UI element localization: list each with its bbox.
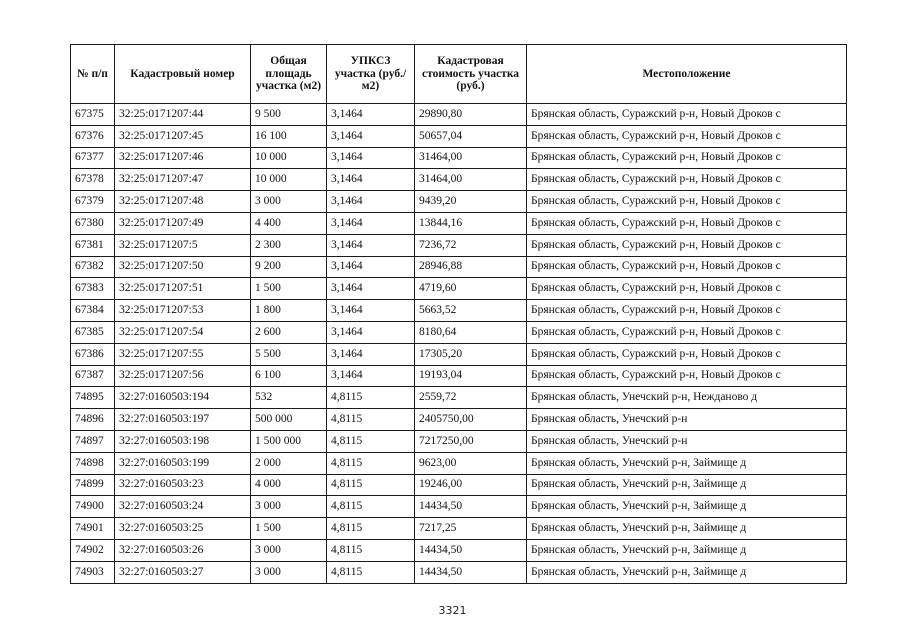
table-body (71, 104, 847, 584)
cell-num: 67385 (71, 321, 115, 343)
header-area: Общая площадь участка (м2) (251, 45, 327, 104)
cell-num: 67381 (71, 234, 115, 256)
cell-num: 74901 (71, 518, 115, 540)
cell-area: 6 100 (251, 365, 327, 387)
cell-cadastral-cost: 31464,00 (415, 147, 527, 169)
cell-cadastral-number: 32:25:0171207:5 (115, 234, 251, 256)
header-num: № п/п (71, 45, 115, 104)
cell-location: Брянская область, Суражский р-н, Новый Дроков с (527, 125, 847, 147)
cell-location: Брянская область, Суражский р-н, Новый Дроков с (527, 256, 847, 278)
cell-upks: 3,1464 (327, 125, 415, 147)
table-row (71, 256, 847, 278)
table-row (71, 278, 847, 300)
table-row (71, 452, 847, 474)
cell-upks: 3,1464 (327, 234, 415, 256)
cell-upks: 4,8115 (327, 387, 415, 409)
cell-num: 67379 (71, 191, 115, 213)
cell-cadastral-number: 32:25:0171207:56 (115, 365, 251, 387)
cell-cadastral-cost: 31464,00 (415, 169, 527, 191)
cell-area: 10 000 (251, 169, 327, 191)
cell-num: 67384 (71, 300, 115, 322)
cadastral-table (70, 44, 847, 584)
cell-area: 9 500 (251, 104, 327, 126)
cell-cadastral-number: 32:25:0171207:46 (115, 147, 251, 169)
cell-area: 3 000 (251, 539, 327, 561)
table-row (71, 518, 847, 540)
cell-upks: 4,8115 (327, 539, 415, 561)
cell-upks: 3,1464 (327, 300, 415, 322)
table-row (71, 234, 847, 256)
cell-area: 2 000 (251, 452, 327, 474)
cell-cadastral-cost: 50657,04 (415, 125, 527, 147)
cell-num: 67387 (71, 365, 115, 387)
cell-cadastral-number: 32:27:0160503:194 (115, 387, 251, 409)
cell-area: 2 600 (251, 321, 327, 343)
cell-location: Брянская область, Суражский р-н, Новый Дроков с (527, 300, 847, 322)
cell-cadastral-number: 32:25:0171207:55 (115, 343, 251, 365)
table-row (71, 430, 847, 452)
cell-cadastral-cost: 19246,00 (415, 474, 527, 496)
cell-num: 74898 (71, 452, 115, 474)
cell-cadastral-number: 32:25:0171207:44 (115, 104, 251, 126)
cell-num: 67383 (71, 278, 115, 300)
cell-cadastral-number: 32:27:0160503:25 (115, 518, 251, 540)
cell-location: Брянская область, Суражский р-н, Новый Дроков с (527, 343, 847, 365)
cell-upks: 4,8115 (327, 496, 415, 518)
cell-location: Брянская область, Унечский р-н (527, 409, 847, 431)
table-row (71, 147, 847, 169)
cell-num: 74900 (71, 496, 115, 518)
cell-area: 9 200 (251, 256, 327, 278)
cell-cadastral-cost: 7217,25 (415, 518, 527, 540)
cell-upks: 4,8115 (327, 518, 415, 540)
cell-cadastral-cost: 2405750,00 (415, 409, 527, 431)
cell-area: 10 000 (251, 147, 327, 169)
table-row (71, 539, 847, 561)
cell-cadastral-cost: 7236,72 (415, 234, 527, 256)
cell-location: Брянская область, Суражский р-н, Новый Дроков с (527, 212, 847, 234)
cell-cadastral-cost: 19193,04 (415, 365, 527, 387)
cell-cadastral-cost: 5663,52 (415, 300, 527, 322)
cell-upks: 4,8115 (327, 452, 415, 474)
cell-num: 67376 (71, 125, 115, 147)
cell-cadastral-cost: 9623,00 (415, 452, 527, 474)
cell-area: 4 400 (251, 212, 327, 234)
cell-location: Брянская область, Унечский р-н, Займище д (527, 474, 847, 496)
cell-upks: 4,8115 (327, 561, 415, 583)
cell-area: 5 500 (251, 343, 327, 365)
cell-cadastral-number: 32:27:0160503:27 (115, 561, 251, 583)
cell-upks: 3,1464 (327, 212, 415, 234)
cell-location: Брянская область, Суражский р-н, Новый Дроков с (527, 191, 847, 213)
cell-cadastral-number: 32:25:0171207:45 (115, 125, 251, 147)
cell-cadastral-number: 32:25:0171207:49 (115, 212, 251, 234)
cell-upks: 4,8115 (327, 430, 415, 452)
cell-cadastral-number: 32:27:0160503:199 (115, 452, 251, 474)
cell-cadastral-number: 32:25:0171207:48 (115, 191, 251, 213)
table-row (71, 321, 847, 343)
cell-location: Брянская область, Суражский р-н, Новый Дроков с (527, 278, 847, 300)
cell-cadastral-number: 32:25:0171207:47 (115, 169, 251, 191)
cell-cadastral-number: 32:27:0160503:26 (115, 539, 251, 561)
cell-cadastral-cost: 14434,50 (415, 496, 527, 518)
cell-cadastral-number: 32:25:0171207:54 (115, 321, 251, 343)
cell-upks: 3,1464 (327, 278, 415, 300)
cell-num: 67377 (71, 147, 115, 169)
cell-num: 67378 (71, 169, 115, 191)
cell-cadastral-cost: 14434,50 (415, 539, 527, 561)
cell-upks: 3,1464 (327, 321, 415, 343)
cell-area: 1 800 (251, 300, 327, 322)
cell-area: 16 100 (251, 125, 327, 147)
cell-cadastral-cost: 28946,88 (415, 256, 527, 278)
cell-area: 4 000 (251, 474, 327, 496)
table-row (71, 300, 847, 322)
cell-upks: 3,1464 (327, 191, 415, 213)
cell-num: 67375 (71, 104, 115, 126)
table-row (71, 343, 847, 365)
table-row (71, 169, 847, 191)
header-cadastral-number: Кадастровый номер (115, 45, 251, 104)
cell-cadastral-cost: 7217250,00 (415, 430, 527, 452)
cell-location: Брянская область, Суражский р-н, Новый Дроков с (527, 169, 847, 191)
cell-cadastral-number: 32:25:0171207:50 (115, 256, 251, 278)
table-row (71, 125, 847, 147)
cell-num: 74895 (71, 387, 115, 409)
cell-upks: 3,1464 (327, 256, 415, 278)
cell-location: Брянская область, Унечский р-н, Займище д (527, 452, 847, 474)
cell-area: 3 000 (251, 191, 327, 213)
table-row (71, 474, 847, 496)
header-upks: УПКСЗ участка (руб./м2) (327, 45, 415, 104)
table-row (71, 191, 847, 213)
header-cadastral-cost: Кадастровая стоимость участка (руб.) (415, 45, 527, 104)
cell-area: 3 000 (251, 561, 327, 583)
cell-location: Брянская область, Унечский р-н, Займище д (527, 496, 847, 518)
table-row (71, 387, 847, 409)
cell-location: Брянская область, Унечский р-н, Нежданово д (527, 387, 847, 409)
cell-cadastral-cost: 4719,60 (415, 278, 527, 300)
cell-area: 1 500 000 (251, 430, 327, 452)
cell-location: Брянская область, Унечский р-н, Займище д (527, 539, 847, 561)
cell-location: Брянская область, Суражский р-н, Новый Дроков с (527, 365, 847, 387)
cell-cadastral-number: 32:27:0160503:24 (115, 496, 251, 518)
table-header (71, 45, 847, 104)
cell-cadastral-cost: 29890,80 (415, 104, 527, 126)
header-row (71, 45, 847, 104)
cell-cadastral-cost: 13844,16 (415, 212, 527, 234)
cell-upks: 3,1464 (327, 343, 415, 365)
header-location: Местоположение (527, 45, 847, 104)
cell-location: Брянская область, Унечский р-н, Займище д (527, 518, 847, 540)
table-row (71, 561, 847, 583)
cell-num: 74897 (71, 430, 115, 452)
page-number: 3321 (438, 604, 467, 617)
cell-num: 67382 (71, 256, 115, 278)
table-row (71, 365, 847, 387)
cell-cadastral-cost: 8180,64 (415, 321, 527, 343)
cell-num: 74903 (71, 561, 115, 583)
table-row (71, 104, 847, 126)
cell-location: Брянская область, Суражский р-н, Новый Дроков с (527, 147, 847, 169)
cell-location: Брянская область, Суражский р-н, Новый Дроков с (527, 104, 847, 126)
cell-upks: 3,1464 (327, 365, 415, 387)
cell-location: Брянская область, Суражский р-н, Новый Дроков с (527, 321, 847, 343)
cell-location: Брянская область, Суражский р-н, Новый Дроков с (527, 234, 847, 256)
cell-upks: 3,1464 (327, 169, 415, 191)
cell-cadastral-number: 32:25:0171207:53 (115, 300, 251, 322)
cell-area: 1 500 (251, 278, 327, 300)
cell-upks: 4,8115 (327, 474, 415, 496)
cell-cadastral-cost: 9439,20 (415, 191, 527, 213)
table-row (71, 496, 847, 518)
cell-cadastral-number: 32:25:0171207:51 (115, 278, 251, 300)
cell-cadastral-number: 32:27:0160503:198 (115, 430, 251, 452)
cell-num: 74899 (71, 474, 115, 496)
cell-num: 74896 (71, 409, 115, 431)
cell-cadastral-number: 32:27:0160503:23 (115, 474, 251, 496)
cell-area: 2 300 (251, 234, 327, 256)
cell-area: 532 (251, 387, 327, 409)
cell-area: 500 000 (251, 409, 327, 431)
cell-area: 1 500 (251, 518, 327, 540)
cell-cadastral-cost: 14434,50 (415, 561, 527, 583)
cell-upks: 3,1464 (327, 147, 415, 169)
cell-cadastral-cost: 17305,20 (415, 343, 527, 365)
cell-num: 67380 (71, 212, 115, 234)
cell-location: Брянская область, Унечский р-н, Займище д (527, 561, 847, 583)
cell-location: Брянская область, Унечский р-н (527, 430, 847, 452)
cell-upks: 3,1464 (327, 104, 415, 126)
cell-area: 3 000 (251, 496, 327, 518)
cell-upks: 4,8115 (327, 409, 415, 431)
table-row (71, 409, 847, 431)
cell-num: 67386 (71, 343, 115, 365)
cell-num: 74902 (71, 539, 115, 561)
cell-cadastral-cost: 2559,72 (415, 387, 527, 409)
table-row (71, 212, 847, 234)
cell-cadastral-number: 32:27:0160503:197 (115, 409, 251, 431)
